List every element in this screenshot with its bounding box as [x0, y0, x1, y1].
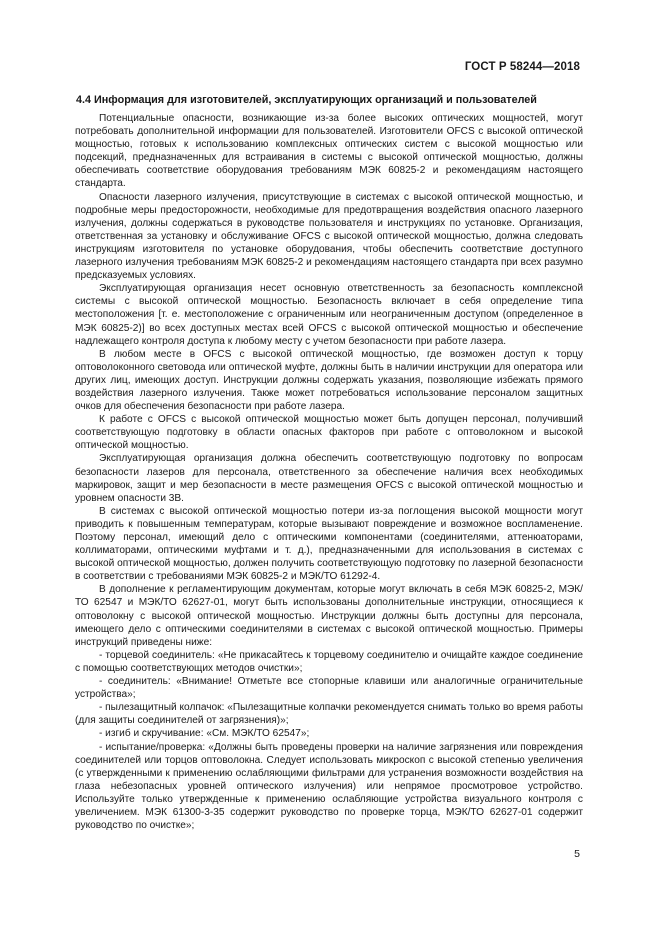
- paragraph: В системах с высокой оптической мощностью потери из-за поглощения высокой мощности могут приводить к повышенным температурам, которые вызывают повреждение и возможное воспламенение. Поэтому персонал, имеющий дело с оптическими компонентами (соединителями, аттенюаторами, коллиматорами, оптическими муфтами и т. д.), предназначенными для использования в системах с высокой оптической мощностью, должен получить соответствующую подготовку по лазерной безопасности в соответствии с требованиями МЭК 60825-2 и МЭК/ТО 61292-4.: [75, 505, 583, 583]
- list-item: - пылезащитный колпачок: «Пылезащитные колпачки рекомендуется снимать только во время работы (для защиты соединителей от загрязнения)»;: [75, 702, 583, 727]
- paragraph: Опасности лазерного излучения, присутствующие в системах с высокой оптической мощностью, и подробные меры предосторожности, необходимые для предотвращения воздействия опасного лазерного излучения, должны содержаться в руководстве пользователя и инструкциях по установке. Организация, ответственная за установку и обслуживание OFCS с высокой оптической мощностью, должна следовать инструкциям изготовителя по установке оборудования, чтобы обеспечить соответствие доступного лазерного излучения требованиям МЭК 60825-2 и рекомендациям настоящего стандарта при всех разумно предсказуемых условиях.: [75, 191, 583, 282]
- document-code: ГОСТ Р 58244—2018: [464, 61, 580, 73]
- paragraph: В дополнение к регламентирующим документам, которые могут включать в себя МЭК 60825-2, МЭК/ТО 62547 и МЭК/ТО 62627-01, могут быть использованы дополнительные инструкции, относящиеся к оптоволокну с высокой оптической мощностью. Инструкции должны быть доступны для персонала, имеющего дело с оптическими соединителями в системах с высокой оптической мощностью. Примеры инструкций приведены ниже:: [75, 584, 583, 648]
- paragraph: Эксплуатирующая организация несет основную ответственность за безопасность комплексной системы с высокой оптической мощностью. Безопасность включает в себя определение типа местоположения [т. е. местоположение с ограниченным или неограниченным доступом (определенное в МЭК 60825-2)] во всех доступных местах всей OFCS с высокой оптической мощностью и обеспечение надлежащего контроля доступа к любому месту с учетом безопасности при работе лазера.: [75, 283, 583, 347]
- section-title: 4.4 Информация для изготовителей, эксплуатирующих организаций и пользователей: [76, 94, 537, 106]
- list-item: - торцевой соединитель: «Не прикасайтесь к торцевому соединителю и очищайте каждое соединение с помощью соответствующих методов очистки»;: [75, 649, 583, 674]
- paragraph: Потенциальные опасности, возникающие из-за более высоких оптических мощностей, могут потребовать дополнительной информации для пользователей. Изготовители OFCS с высокой оптической мощностью, готовых к использованию комплексных оптических систем с высокой мощностью или подсекций, предназначенных для встраивания в системы с высокой оптической мощностью, должны обеспечивать соответствие оборудования требованиям МЭК 60825-2 и рекомендациям настоящего стандарта.: [75, 113, 583, 190]
- page-content: [75, 93, 583, 832]
- page-number: 5: [574, 848, 580, 860]
- paragraph: В любом месте в OFCS с высокой оптической мощностью, где возможен доступ к торцу оптоволоконного световода или оптической муфте, должны быть в наличии инструкции для оператора или других лиц, имеющих доступ. Инструкции должны содержать указания, позволяющие избежать прямого воздействия лазерного излучения. Также может потребоваться использование персоналом защитных очков для обеспечения безопасности при работе лазера.: [75, 348, 583, 413]
- list-item: - испытание/проверка: «Должны быть проведены проверки на наличие загрязнения или повреждения соединителей или торцов оптоволокна. Следует использовать микроскоп с высокой степенью увеличения (с утвержденными к применению ослабляющими фильтрами для устранения возможности воздействия на глаза небезопасных уровней оптического излучения) или непрямое просмотровое устройство. Используйте только утвержденные к применению ослабляющие устройства визуального контроля с увеличением. МЭК 61300-3-35 содержит руководство по проверке торца, МЭК/ТО 62627-01 содержит руководство по очистке»;: [75, 741, 583, 832]
- list-item: - соединитель: «Внимание! Отметьте все стопорные клавиши или аналогичные ограничительные устройства»;: [75, 676, 583, 701]
- paragraph: К работе с OFCS с высокой оптической мощностью может быть допущен персонал, получивший соответствующую подготовку в области опасных факторов при работе с оптоволокном и высокой оптической мощностью.: [75, 414, 583, 452]
- paragraph: Эксплуатирующая организация должна обеспечить соответствующую подготовку по вопросам безопасности лазеров для персонала, ответственного за обеспечение наличия всех необходимых маркировок, защит и мер безопасности в месте размещения OFCS с высокой оптической мощностью и уровнем опасности 3B.: [75, 453, 583, 504]
- list-item: - изгиб и скручивание: «См. МЭК/ТО 62547»;: [99, 728, 310, 740]
